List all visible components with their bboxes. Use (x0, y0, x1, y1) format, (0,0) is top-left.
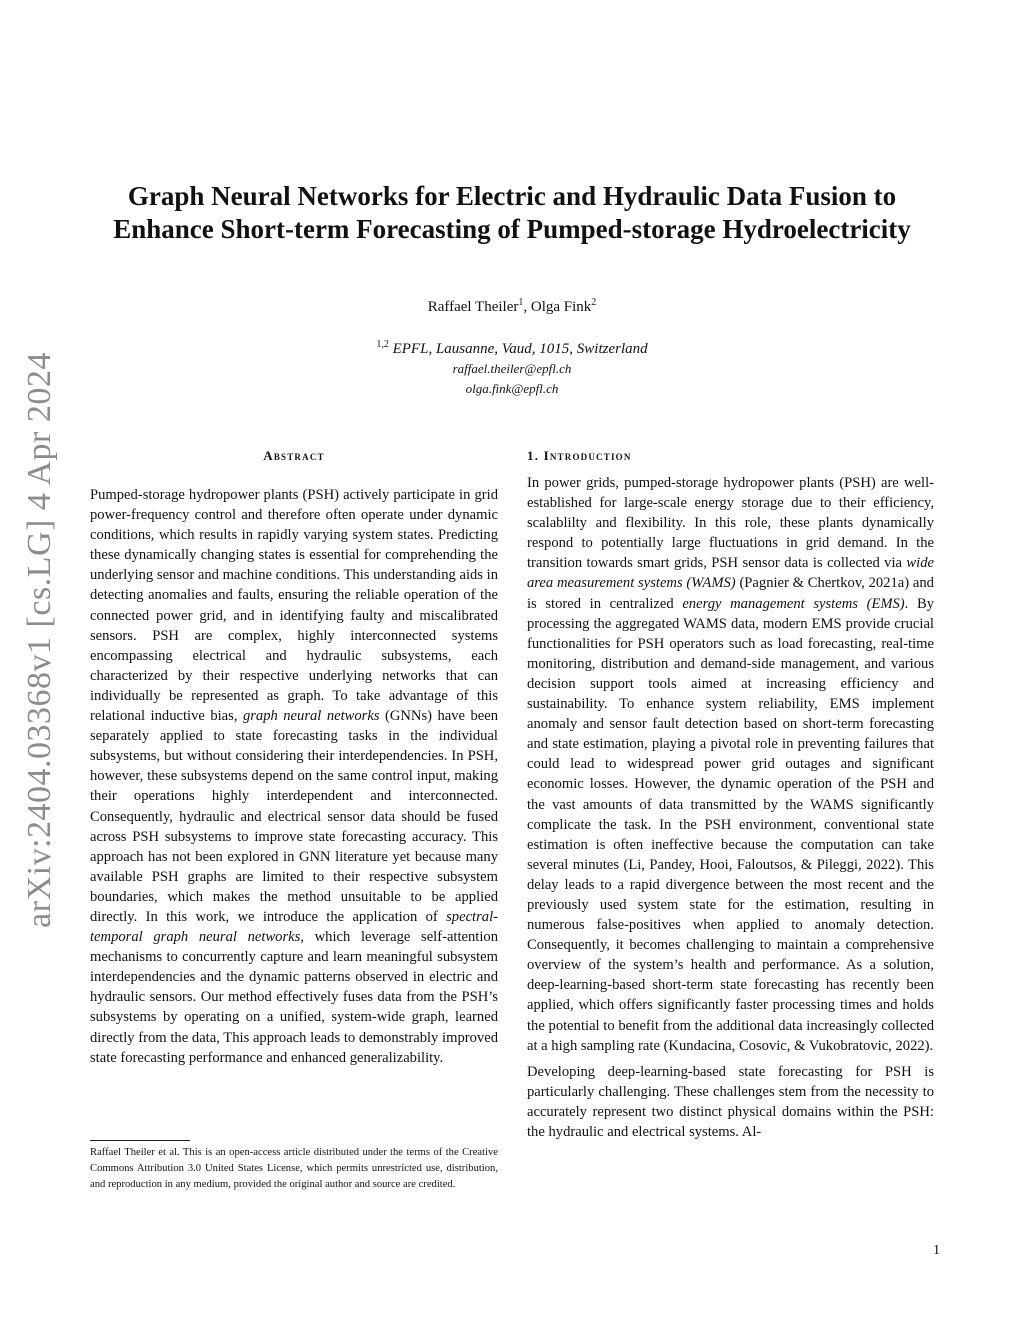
abstract-heading: Abstract (263, 448, 325, 463)
abstract-text: , which leverage self-attention mechanisms to concurrently capture and learn meaningful subsystem interdependencies and the dynamic patterns observed in electric and hydraulic sensors. Our method effectively fuses data from the PSH’s subsystems by operating on a unified, system-wide graph, learned directly from the data, This approach leads to demonstrably improved state forecasting performance and enhanced generalizability. (90, 929, 499, 1066)
email-link[interactable]: olga.fink@epfl.ch (465, 381, 559, 396)
arxiv-identifier-stamp: arXiv:2404.03368v1 [cs.LG] 4 Apr 2024 (21, 352, 58, 928)
author-list (90, 297, 934, 316)
abstract-text: (GNNs) have been separately applied to state forecasting tasks in the individual subsystems, but without considering their interdependencies. In PSH, however, these subsystems depend on the same control input, making their operations highly interdependent and interconnected. Consequently, hydraulic and electrical sensor data should be fused across PSH subsystems to improve state forecasting accuracy. This approach has not been explored in GNN literature yet because many available PSH graphs are limited to their respective subsystem boundaries, which makes the method unsuitable to be applied directly. In this work, we introduce the application of (90, 708, 498, 925)
author-name: Olga Fink (530, 299, 592, 315)
email-link[interactable]: raffael.theiler@epfl.ch (452, 361, 572, 376)
author-separator: , (523, 299, 531, 315)
footnote-divider (90, 1140, 190, 1141)
author-affil-marker: 1 (518, 297, 524, 308)
paper-title: Graph Neural Networks for Electric and Hydraulic Data Fusion to Enhance Short-term Forecasting of Pumped-storage Hydroelectricity (113, 181, 911, 244)
introduction-paragraph (527, 473, 934, 1056)
license-footnote: Raffael Theiler et al. This is an open-access article distributed under the terms of the Creative Commons Attribution 3.0 United States License, which permits unrestricted use, distribution, and reproduction in any medium, provided the original author and source are credited. (90, 1147, 498, 1190)
intro-text: . By processing the aggregated WAMS data, modern EMS provide crucial functionalities for PSH operators such as load forecasting, real-time monitoring, distribution and demand-side management, and various decision support tools aimed at increasing efficiency and sustainability. To enhance system reliability, EMS implement anomaly and sensor fault detection based on short-term forecasting and state estimation, playing a pivotal role in preventing failures that could lead to widespread power grid outages and significant economic losses. However, the dynamic operation of the PSH and the vast amounts of data transmitted by the WAMS significantly complicate the task. In the PSH environment, conventional state estimation is often ineffective because the computation can take several minutes (Li, Pandey, Hooi, Faloutsos, & Pileggi, 2022). This delay leads to a rapid divergence between the most recent and the previously used system state for the estimation, resulting in numerous false-positives when applied to anomaly detection. Consequently, it becomes challenging to maintain a comprehensive overview of the system’s health and performance. As a solution, deep-learning-based short-term state forecasting has recently been applied, which offers significantly faster processing times and holds the potential to benefit from the additional data increasingly collected at a high sampling rate (Kundacina, Cosovic, & Vukobratovic, 2022). (527, 595, 934, 1054)
intro-emphasis: wide area measurement systems (WAMS) (527, 555, 934, 592)
abstract-body (90, 485, 498, 1068)
introduction-body (527, 473, 934, 1142)
abstract-text: Pumped-storage hydropower plants (PSH) actively participate in grid power-frequency control and therefore often operate under dynamic conditions, which results in rapidly varying system states. Predicting these dynamically changing states is essential for comprehending the underlying sensor and machine conditions. This understanding aids in detecting anomalies and faults, ensuring the reliable operation of the connected power grid, and in identifying faulty and miscalibrated sensors. PSH are complex, highly interconnected systems encompassing electrical and hydraulic subsystems, each characterized by their respective underlying networks that can individually be represented as graph. To take advantage of this relational inductive bias, (90, 487, 498, 725)
intro-text: (Pagnier & Chertkov, 2021a) and is stored in centralized (527, 575, 934, 612)
introduction-heading: 1. Introduction (527, 448, 632, 463)
author-affil-marker: 2 (591, 297, 597, 308)
intro-emphasis: energy management systems (EMS) (682, 595, 905, 612)
abstract-emphasis: spectral-temporal graph neural networks (90, 908, 498, 946)
abstract-paragraph (90, 485, 498, 1068)
affiliation-text: EPFL, Lausanne, Vaud, 1015, Switzerland (388, 341, 648, 357)
intro-text: In power grids, pumped-storage hydropower plants (PSH) are well-established for large-scale energy storage due to their efficiency, scalablilty and flexibility. In this role, these plants dynamically respond to potentially large fluctuations in grid demand. In the transition towards smart grids, PSH sensor data is collected via (527, 475, 934, 572)
affiliation-marker: 1,2 (376, 339, 389, 350)
introduction-paragraph: Developing deep-learning-based state forecasting for PSH is particularly challenging. These challenges stem from the necessity to accurately represent two distinct physical domains within the PSH: the hydraulic and electrical systems. Al- (527, 1063, 934, 1140)
abstract-emphasis: graph neural networks (242, 708, 380, 725)
author-name: Raffael Theiler (427, 299, 519, 315)
page-number: 1 (933, 1243, 940, 1258)
affiliation (90, 339, 934, 358)
